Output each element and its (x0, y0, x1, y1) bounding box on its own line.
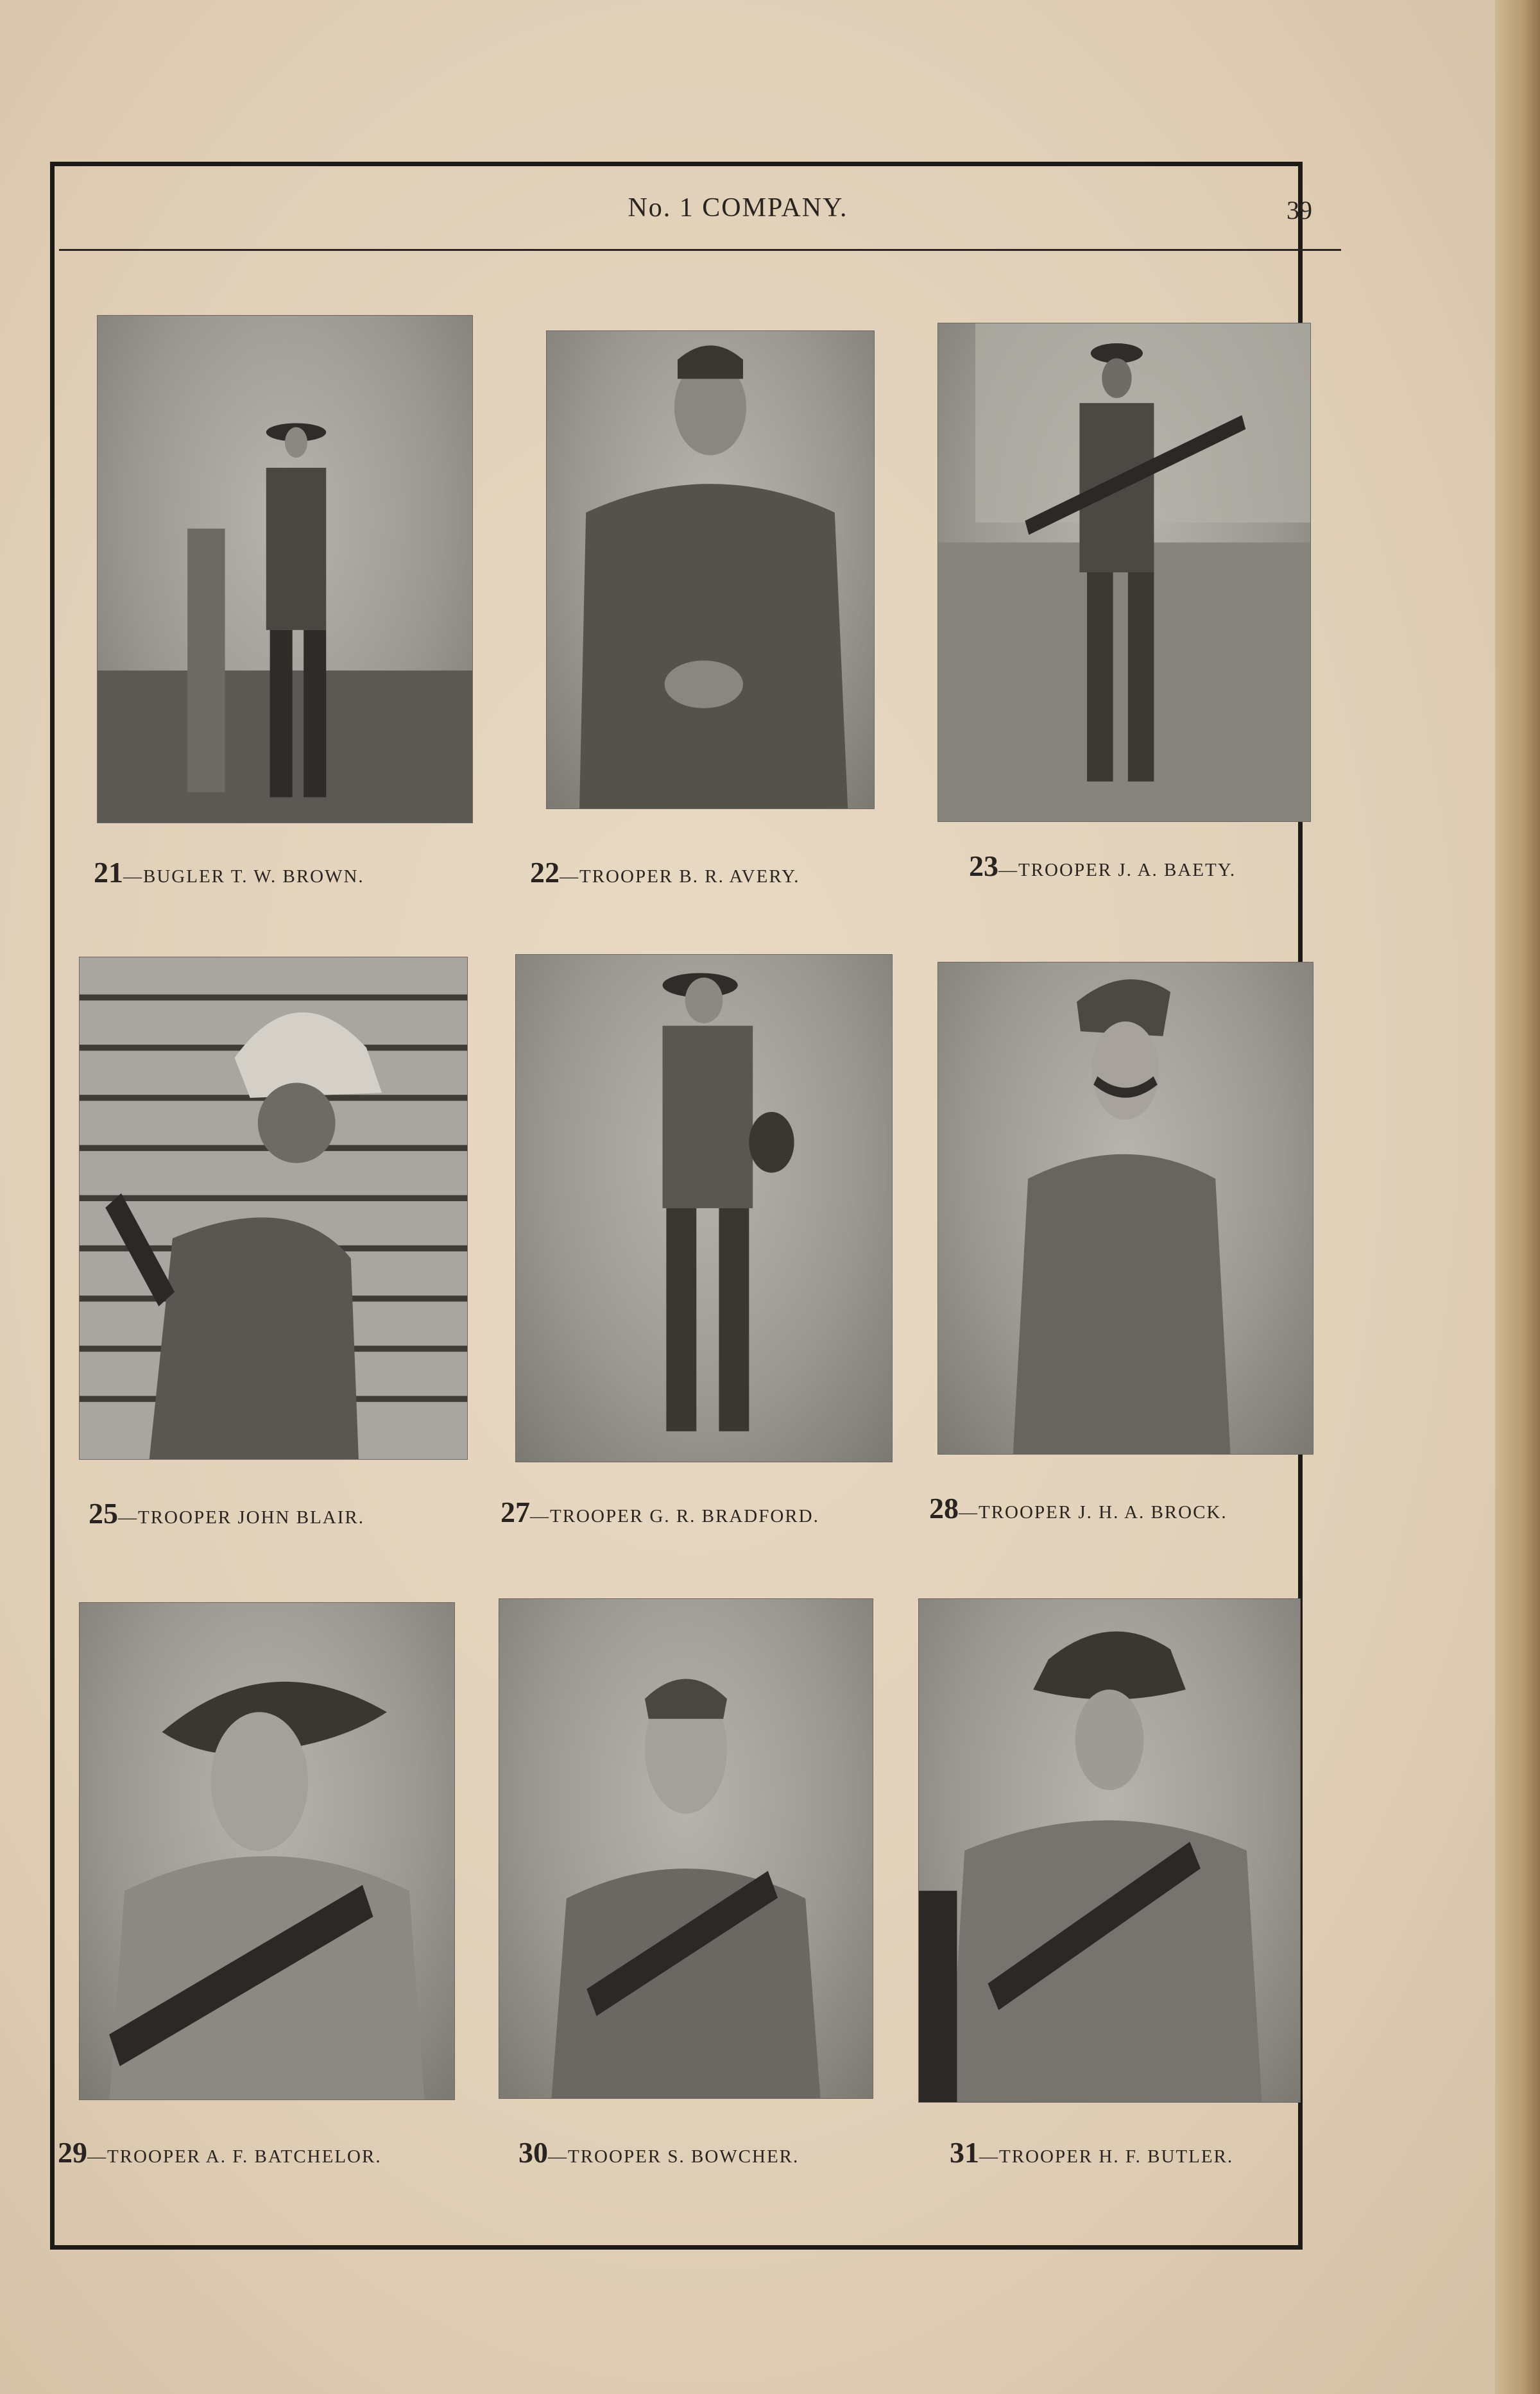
portrait-photo-22 (547, 331, 874, 808)
page-edge (1495, 0, 1540, 2394)
portrait-caption-23 (969, 849, 1236, 883)
portrait-name: —TROOPER J. A. BAETY. (998, 860, 1236, 880)
portrait-caption-27 (501, 1495, 819, 1529)
portrait-photo-31 (919, 1599, 1300, 2102)
portrait-photo-23 (938, 323, 1310, 821)
portrait-caption-21 (94, 855, 364, 889)
portrait-number: 30 (518, 2136, 548, 2169)
portrait-name: —TROOPER H. F. BUTLER. (979, 2146, 1234, 2167)
portrait-caption-22 (530, 855, 800, 889)
portrait-photo-27 (516, 955, 892, 1462)
portrait-photo-30 (499, 1599, 873, 2098)
portrait-name: —TROOPER J. H. A. BROCK. (959, 1502, 1228, 1523)
portrait-name: —TROOPER G. R. BRADFORD. (530, 1506, 819, 1526)
running-title: No. 1 COMPANY. (628, 193, 848, 223)
portrait-number: 28 (929, 1492, 959, 1525)
portrait-name: —BUGLER T. W. BROWN. (123, 866, 364, 887)
portrait-caption-31 (950, 2135, 1233, 2169)
portrait-number: 29 (58, 2136, 87, 2169)
portrait-number: 27 (501, 1496, 530, 1528)
portrait-photo-25 (80, 957, 467, 1459)
portrait-name: —TROOPER A. F. BATCHELOR. (87, 2146, 382, 2167)
portrait-photo-21 (98, 316, 472, 823)
portrait-name: —TROOPER B. R. AVERY. (560, 866, 800, 887)
portrait-number: 21 (94, 856, 123, 889)
portrait-caption-28 (929, 1491, 1228, 1525)
page-number: 39 (1287, 196, 1312, 225)
portrait-number: 25 (89, 1497, 118, 1530)
header-rule (59, 249, 1341, 251)
portrait-name: —TROOPER S. BOWCHER. (548, 2146, 800, 2167)
portrait-name: —TROOPER JOHN BLAIR. (118, 1507, 364, 1528)
portrait-caption-25 (89, 1496, 364, 1530)
portrait-photo-28 (938, 962, 1313, 1454)
portrait-caption-29 (58, 2135, 382, 2169)
portrait-caption-30 (518, 2135, 799, 2169)
portrait-number: 22 (530, 856, 560, 889)
portrait-number: 23 (969, 850, 998, 882)
portrait-number: 31 (950, 2136, 979, 2169)
portrait-photo-29 (80, 1603, 454, 2099)
